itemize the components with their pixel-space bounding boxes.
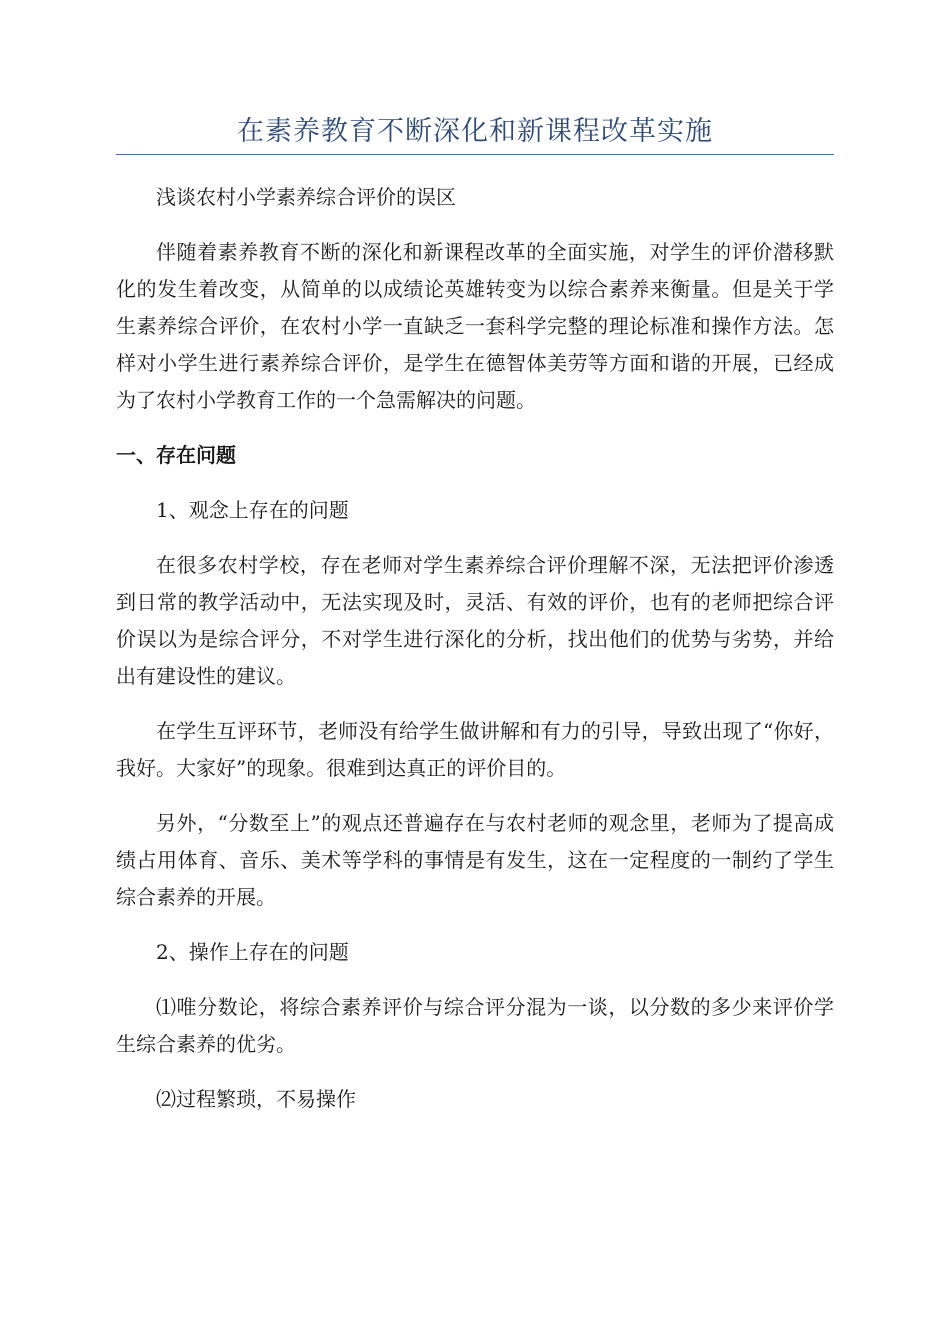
subheading-concept-problems: 1、观念上存在的问题 xyxy=(156,498,349,522)
section-heading-problems: 一、存在问题 xyxy=(116,443,236,467)
title-underline xyxy=(116,154,834,155)
concept-paragraph-2: 在学生互评环节，老师没有给学生做讲解和有力的引导，导致出现了“你好，我好。大家好”的现象。很难到达真正的评价目的。 xyxy=(116,719,834,780)
concept-paragraph-3: 另外，“分数至上”的观点还普遍存在与农村老师的观念里，老师为了提高成绩占用体育、音乐、美术等学科的事情是有发生，这在一定程度的一制约了学生综合素养的开展。 xyxy=(116,811,834,909)
subheading-operation-problems: 2、操作上存在的问题 xyxy=(156,940,349,964)
concept-paragraph-1: 在很多农村学校，存在老师对学生素养综合评价理解不深，无法把评价渗透到日常的教学活动中，无法实现及时，灵活、有效的评价，也有的老师把综合评价误以为是综合评分，不对学生进行深化的分析，找出他们的优势与劣势，并给出有建设性的建议。 xyxy=(116,553,834,688)
document-subtitle: 浅谈农村小学素养综合评价的误区 xyxy=(156,185,456,209)
document-page xyxy=(116,0,834,1118)
operation-item-2: ⑵过程繁琐，不易操作 xyxy=(156,1087,356,1111)
document-title: 在素养教育不断深化和新课程改革实施 xyxy=(237,116,713,147)
intro-paragraph: 伴随着素养教育不断的深化和新课程改革的全面实施，对学生的评价潜移默化的发生着改变，从简单的以成绩论英雄转变为以综合素养来衡量。但是关于学生素养综合评价，在农村小学一直缺乏一套科学完整的理论标准和操作方法。怎样对小学生进行素养综合评价，是学生在德智体美劳等方面和谐的开展，已经成为了农村小学教育工作的一个急需解决的问题。 xyxy=(116,240,834,412)
operation-item-1: ⑴唯分数论，将综合素养评价与综合评分混为一谈，以分数的多少来评价学生综合素养的优劣。 xyxy=(116,995,834,1056)
